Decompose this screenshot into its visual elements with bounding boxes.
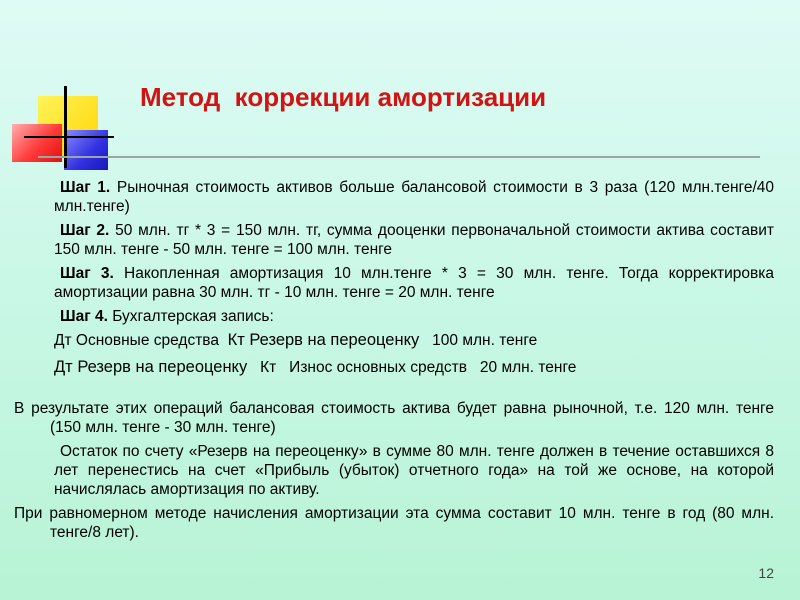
step-text: Накопленная амортизация 10 млн.тенге * 3 = 30 млн. тенге. Тогда корректировка амортизации равна 30 млн. тг - 10 млн. тенге = 20 млн. тенге xyxy=(54,265,775,301)
step-text: 50 млн. тг * 3 = 150 млн. тг, сумма дооценки первоначальной стоимости актива составит 150 млн. тенге - 50 млн. тенге = 100 млн. тенге xyxy=(54,222,775,258)
horizontal-line-black xyxy=(24,136,114,138)
step-label: Шаг 3. xyxy=(60,265,114,282)
step-4 xyxy=(14,307,774,326)
decorative-squares-logo xyxy=(0,0,120,170)
step-text: Бухгалтерская запись: xyxy=(107,308,274,325)
conclusion-2: Остаток по счету «Резерв на переоценку» в сумме 80 млн. тенге должен в течение оставшихся 8 лет перенестись на счет «Прибыль (убыток) отчетного года» на той же основе, на которой начислялась амортизация по активу. xyxy=(54,443,774,498)
slide-body xyxy=(14,178,774,547)
entry-credit: Кт Резерв на переоценку xyxy=(227,331,420,349)
entry-debit: Дт Основные средства xyxy=(54,332,228,349)
step-label: Шаг 1. xyxy=(60,179,111,196)
journal-entry-2 xyxy=(14,358,774,377)
step-3 xyxy=(14,264,774,302)
step-1 xyxy=(14,178,774,216)
slide-title: Метод коррекции амортизации xyxy=(140,82,547,112)
step-2 xyxy=(14,221,774,259)
step-label: Шаг 2. xyxy=(60,222,110,239)
conclusion-3: При равномерном методе начисления амортизации эта сумма составит 10 млн. тенге в год (80 млн. тенге/8 лет). xyxy=(14,505,774,541)
entry-debit: Дт Резерв на переоценку xyxy=(54,358,248,376)
entry-credit: Кт Износ основных средств xyxy=(247,359,467,376)
step-text: Рыночная стоимость активов больше балансовой стоимости в 3 раза (120 млн.тенге/40 млн.тенге) xyxy=(54,179,775,215)
step-label: Шаг 4. xyxy=(60,308,108,325)
title-divider xyxy=(38,156,760,158)
entry-amount: 100 млн. тенге xyxy=(419,332,538,349)
spacer xyxy=(14,385,774,399)
entry-amount: 20 млн. тенге xyxy=(467,359,577,376)
conclusion-1: В результате этих операций балансовая стоимость актива будет равна рыночной, т.е. 120 млн. тенге (150 млн. тенге - 30 млн. тенге) xyxy=(14,400,774,436)
page-number: 12 xyxy=(758,565,774,581)
journal-entry-1 xyxy=(14,331,774,350)
